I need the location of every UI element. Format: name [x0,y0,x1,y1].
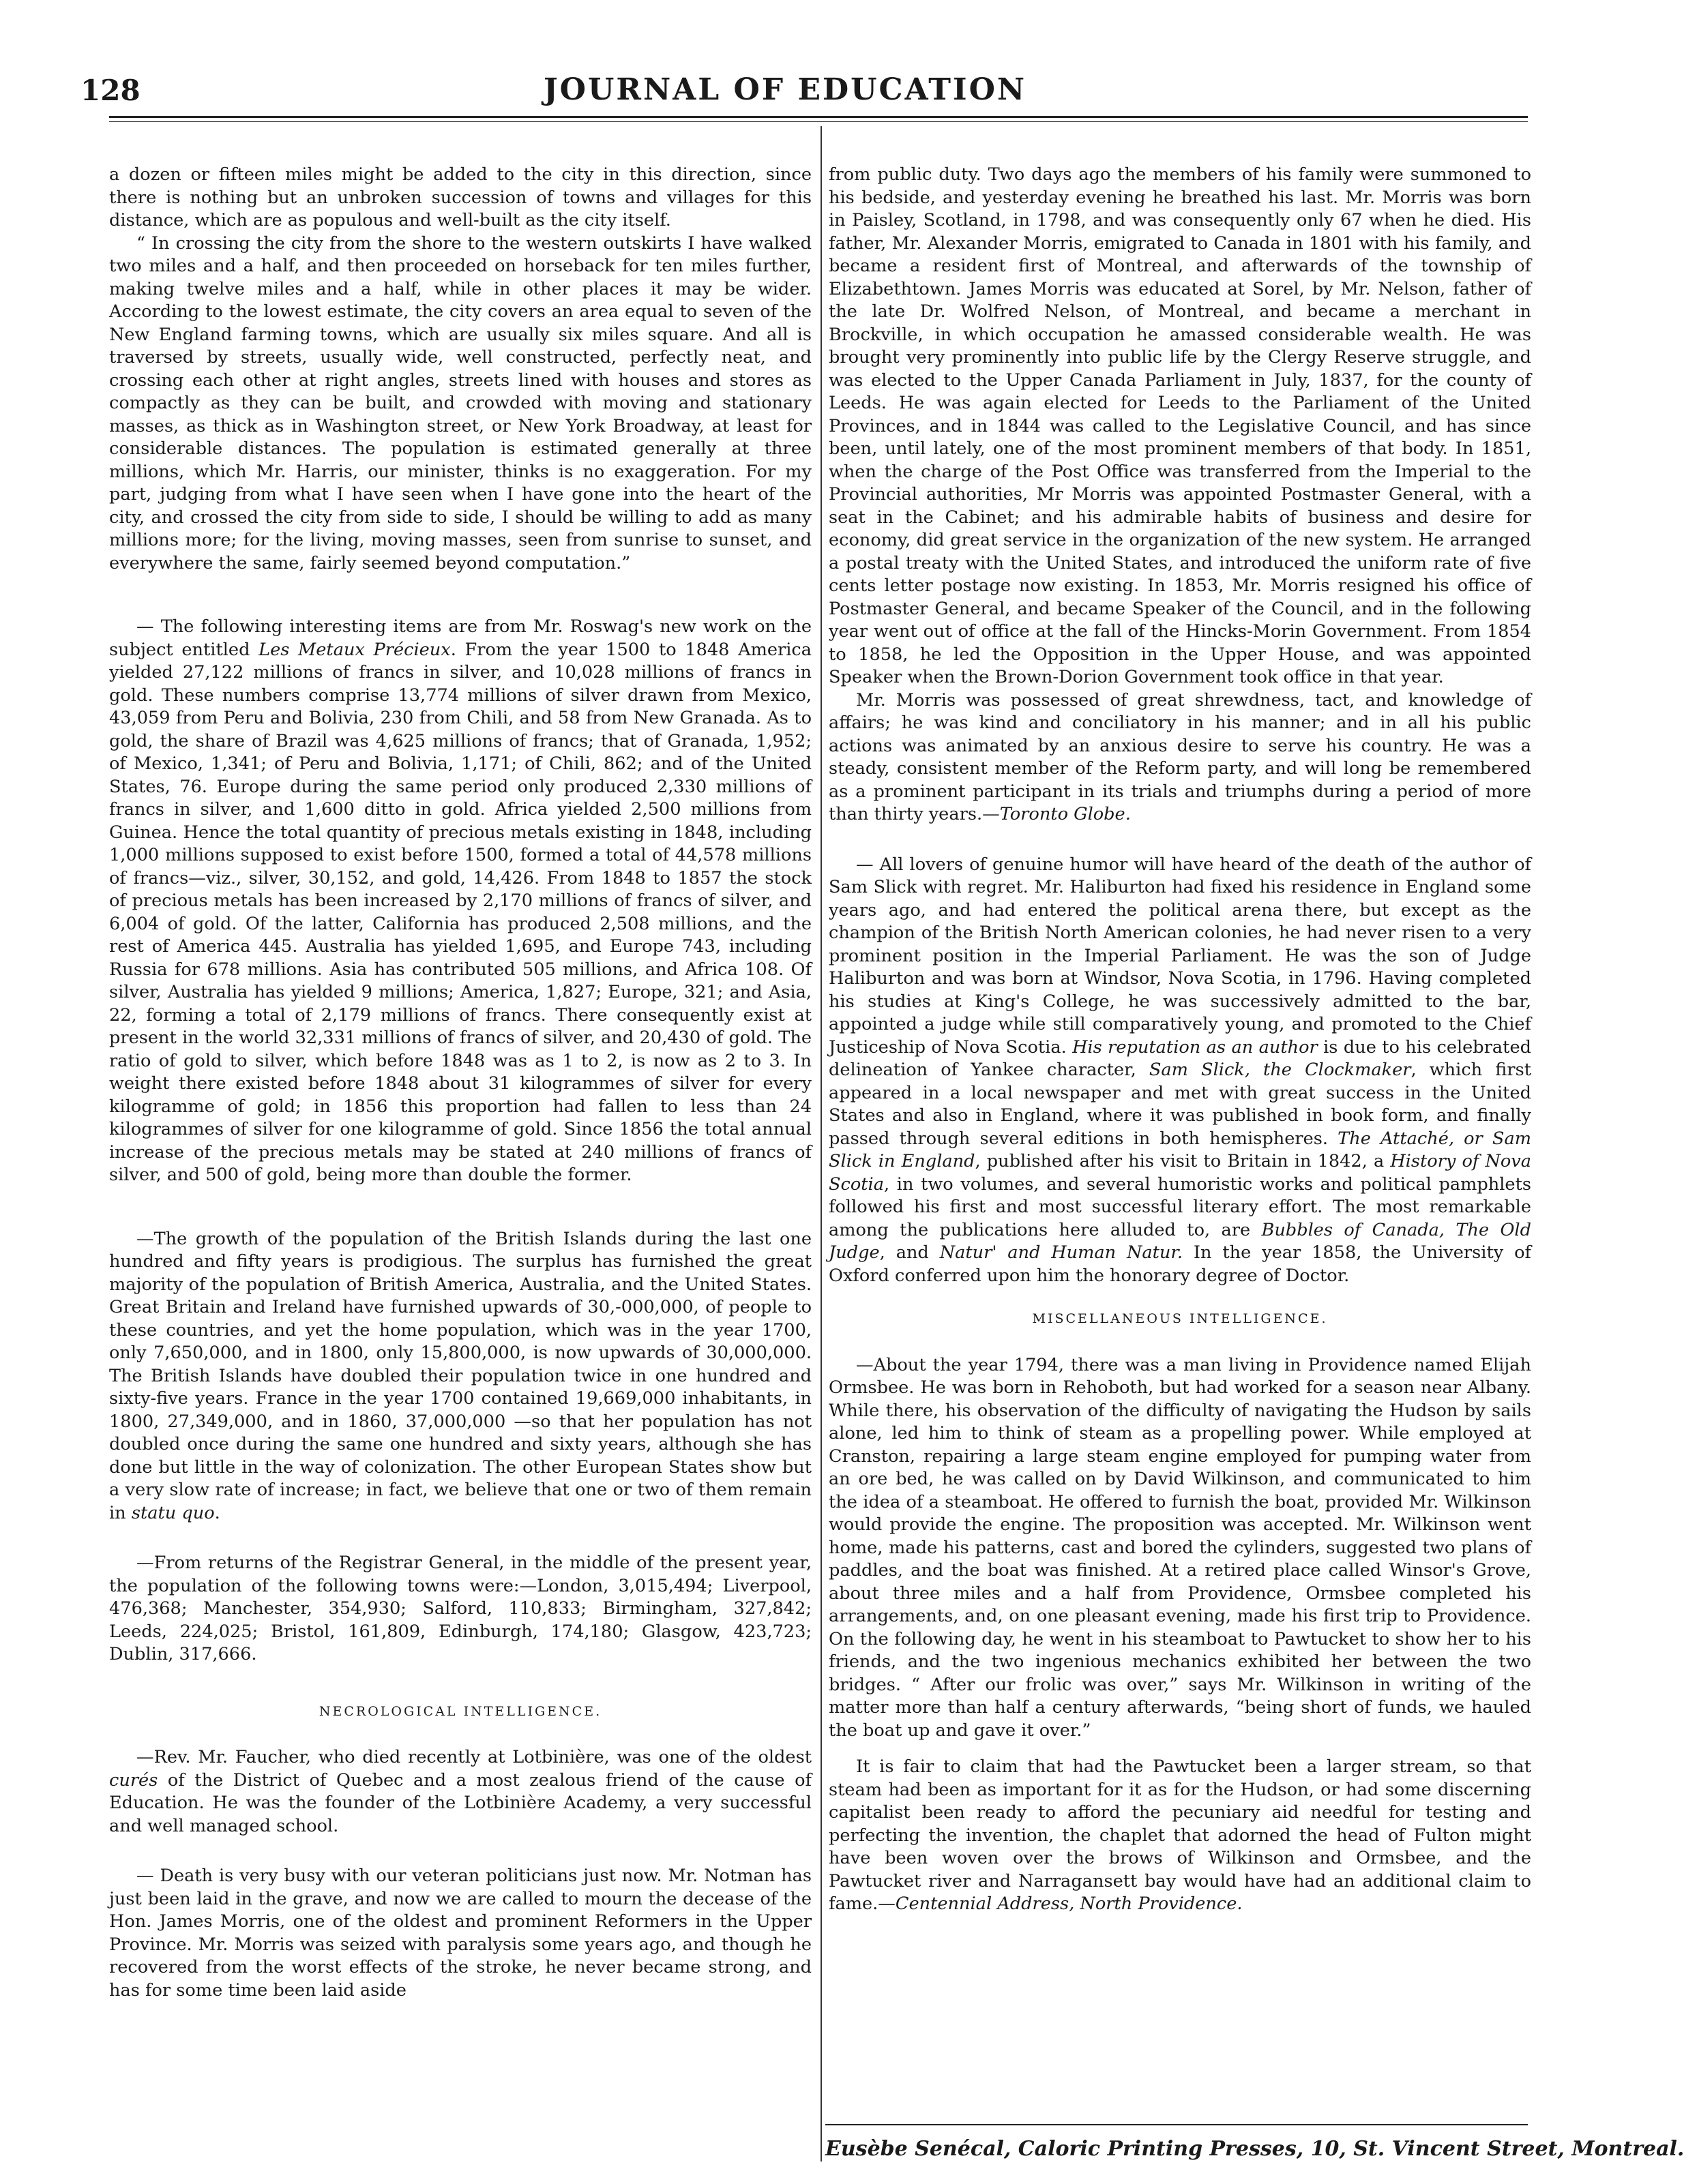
footer-rule [825,2124,1528,2125]
article-paragraph: Mr. Morris was possessed of great shrewdness, tact, and knowledge of affairs; he was kind and conciliatory in his manner; and in all his public actions was animated by an anxious desire to serve his country. He was a steady, consistent member of the Reform party, and will long be remembered as a prominent participant in its trials and triumphs during a period of more than thirty years.—Toronto Globe. [829,689,1531,824]
article-paragraph: a dozen or fifteen miles might be added to the city in this direction, since there is nothing but an unbroken succession of towns and villages for this distance, which are as populous and well-built as the city itself. [109,164,812,230]
printer-description: Caloric Printing Presses, 10, St. Vincent Street, Montreal. [1011,2137,1684,2161]
article-paragraph: — The following interesting items are from Mr. Roswag's new work on the subject entitled Les Metaux Précieux. From the year 1500 to 1848 America yielded 27,122 millions of francs in silver, and 10,028 millions of francs in gold. These numbers comprise 13,774 millions of silver drawn from Mexico, 43,059 from Peru and Bolivia, 230 from Chili, and 58 from New Granada. As to gold, the share of Brazil was 4,625 millions of francs; that of Granada, 1,952; of Mexico, 1,341; of Peru and Bolivia, 1,171; of Chili, 862; and of the United States, 76. Europe during the same period only produced 2,330 millions of francs in silver, and 1,600 ditto in gold. Africa yielded 2,500 millions from Guinea. Hence the total quantity of precious metals existing in 1848, including 1,000 millions supposed to exist before 1500, formed a total of 44,578 millions of francs—viz., silver, 30,152, and gold, 14,426. From 1848 to 1857 the stock of precious metals has been increased by 2,170 millions of francs of silver, and 6,004 of gold. Of the latter, California has produced 2,508 millions, and the rest of America 445. Australia has yielded 1,695, and Europe 743, including Russia for 678 millions. Asia has contributed 505 millions, and Africa 108. Of silver, Australia has yielded 9 millions; America, 1,827; Europe, 321; and Asia, 22, forming a total of 2,179 millions of francs. There consequently exist at present in the world 32,331 millions of francs of silver, and 20,430 of gold. The ratio of gold to silver, which before 1848 was as 1 to 2, is now as 2 to 3. In weight there existed before 1848 about 31 kilogrammes of silver for every kilogramme of gold; in 1856 this proportion had fallen to less than 24 kilogrammes of silver for one kilogramme of gold. Since 1856 the total annual increase of the precious metals may be stated at 240 millions of francs of silver, and 500 of gold, being more than double the former. [109,616,812,1185]
article-paragraph: “ In crossing the city from the shore to the western outskirts I have walked two miles and a half, and then proceeded on horseback for ten miles further, making twelve miles and a half, while in other places it may be wider. According to the lowest estimate, the city covers an area equal to seven of the New England farming towns, which are usually six miles square. And all is traversed by streets, usually wide, well constructed, perfectly neat, and crossing each other at right angles, streets lined with houses and stores as compactly as they can be built, and crowded with moving and stationary masses, as thick as in Washington street, or New York Broadway, at least for considerable distances. The population is estimated generally at three millions, which Mr. Harris, our minister, thinks is no exaggeration. For my part, judging from what I have seen when I have gone into the heart of the city, and crossed the city from side to side, I should be willing to add as many millions more; for the living, moving masses, seen from sunrise to sunset, and everywhere the same, fairly seemed beyond computation.” [109,233,812,573]
page-number: 128 [80,74,141,107]
article-paragraph: from public duty. Two days ago the members of his family were summoned to his bedside, and yesterday evening he breathed his last. Mr. Morris was born in Paisley, Scotland, in 1798, and was consequently only 67 when he died. His father, Mr. Alexander Morris, emigrated to Canada in 1801 with his family, and became a resident first of Montreal, and afterwards of the township of Elizabethtown. James Morris was educated at Sorel, by Mr. Nelson, father of the late Dr. Wolfred Nelson, of Montreal, and became a merchant in Brockville, in which occupation he amassed considerable wealth. He was brought very prominently into public life by the Clergy Reserve struggle, and was elected to the Upper Canada Parliament in July, 1837, for the county of Leeds. He was again elected for Leeds to the Parliament of the United Provinces, and in 1844 was called to the Legislative Council, and has since been, until lately, one of the most prominent members of that body. In 1851, when the charge of the Post Office was transferred from the Imperial to the Provincial authorities, Mr Morris was appointed Postmaster General, with a seat in the Cabinet; and his admirable habits of business and desire for economy, did great service in the organization of the new system. He arranged a postal treaty with the United States, and introduced the uniform rate of five cents letter postage now existing. In 1853, Mr. Morris resigned his office of Postmaster General, and became Speaker of the Council, and in the following year went out of office at the fall of the Hincks-Morin Government. From 1854 to 1858, he led the Opposition in the Upper House, and was appointed Speaker when the Brown-Dorion Government took office in that year. [829,164,1531,687]
article-paragraph: —About the year 1794, there was a man living in Providence named Elijah Ormsbee. He was born in Rehoboth, but had worked for a season near Albany. While there, his observation of the difficulty of navigating the Hudson by sails alone, led him to think of steam as a propelling power. While employed at Cranston, repairing a large steam engine employed for pumping water from an ore bed, he was called on by David Wilkinson, and communicated to him the idea of a steamboat. He offered to furnish the boat, provided Mr. Wilkinson would provide the engine. The proposition was accepted. Mr. Wilkinson went home, made his patterns, cast and bored the cylinders, suggested two plans of paddles, and the boat was finished. At a retired place called Winsor's Grove, about three miles and a half from Providence, Ormsbee completed his arrangements, and, on one pleasant evening, made his first trip to Providence. On the following day, he went in his steamboat to Pawtucket to show her to his friends, and the two ingenious mechanics exhibited her between the two bridges. “ After our frolic was over,” says Mr. Wilkinson in writing of the matter more than half a century afterwards, “being short of funds, we hauled the boat up and gave it over.” [829,1354,1531,1741]
journal-title: JOURNAL OF EDUCATION [543,72,1027,107]
column-divider [821,126,822,2161]
right-column [829,164,1531,1916]
section-heading-necrological: NECROLOGICAL INTELLIGENCE. [319,1703,602,1719]
article-paragraph: It is fair to claim that had the Pawtucket been a larger stream, so that steam had been as important for it as for the Hudson, or had some discerning capitalist been ready to afford the pecuniary aid needful for testing and perfecting the invention, the chaplet that adorned the head of Fulton might have been woven over the brows of Wilkinson and Ormsbee, and the Pawtucket river and Narragansett bay would have had an additional claim to fame.—Centennial Address, North Providence. [829,1756,1531,1914]
printer-name: Eusèbe Senécal, [825,2137,1011,2161]
header-rule-thin [109,121,1528,122]
printer-imprint [825,2137,1684,2161]
article-paragraph: — All lovers of genuine humor will have heard of the death of the author of Sam Slick with regret. Mr. Haliburton had fixed his residence in England some years ago, and had entered the political arena there, but except as the champion of the British North American colonies, he had never risen to a very prominent position in the Imperial Parliament. He was the son of Judge Haliburton and was born at Windsor, Nova Scotia, in 1796. Having completed his studies at King's College, he was successively admitted to the bar, appointed a judge while still comparatively young, and promoted to the Chief Justiceship of Nova Scotia. His reputation as an author is due to his celebrated delineation of Yankee character, Sam Slick, the Clockmaker, which first appeared in a local newspaper and met with great success in the United States and also in England, where it was published in book form, and finally passed through several editions in both hemispheres. The Attaché, or Sam Slick in England, published after his visit to Britain in 1842, a History of Nova Scotia, in two volumes, and several humoristic works and political pamphlets followed his first and most successful literary effort. The most remarkable among the publications here alluded to, are Bubbles of Canada, The Old Judge, and Natur' and Human Natur. In the year 1858, the University of Oxford conferred upon him the honorary degree of Doctor. [829,854,1532,1286]
article-paragraph: —Rev. Mr. Faucher, who died recently at Lotbinière, was one of the oldest curés of the District of Quebec and a most zealous friend of the cause of Education. He was the founder of the Lotbinière Academy, a very successful and well managed school. [109,1747,812,1836]
section-heading-miscellaneous: MISCELLANEOUS INTELLIGENCE. [1032,1311,1328,1326]
article-paragraph: —From returns of the Registrar General, in the middle of the present year, the population of the following towns were:—London, 3,015,494; Liverpool, 476,368; Manchester, 354,930; Salford, 110,833; Birmingham, 327,842; Leeds, 224,025; Bristol, 161,809, Edinburgh, 174,180; Glasgow, 423,723; Dublin, 317,666. [109,1553,812,1664]
left-column [109,164,812,2002]
header-rule [109,116,1528,118]
article-paragraph: — Death is very busy with our veteran politicians just now. Mr. Notman has just been laid in the grave, and now we are called to mourn the decease of the Hon. James Morris, one of the oldest and prominent Reformers in the Upper Province. Mr. Morris was seized with paralysis some years ago, and though he recovered from the worst effects of the stroke, he never became strong, and has for some time been laid aside [109,1866,812,2001]
page-header [0,0,1570,119]
article-paragraph: —The growth of the population of the British Islands during the last one hundred and fifty years is prodigious. The surplus has furnished the great majority of the population of British America, Australia, and the United States. Great Britain and Ireland have furnished upwards of 30,-000,000, of people to these countries, and yet the home population, which was in the year 1700, only 7,650,000, and in 1800, only 15,800,000, is now upwards of 30,000,000. The British Islands have doubled their population twice in one hundred and sixty-five years. France in the year 1700 contained 19,669,000 inhabitants, in 1800, 27,349,000, and in 1860, 37,000,000 —so that her population has not doubled once during the same one hundred and sixty years, although she has done but little in the way of colonization. The other European States show but a very slow rate of increase; in fact, we believe that one or two of them remain in statu quo. [109,1228,812,1523]
